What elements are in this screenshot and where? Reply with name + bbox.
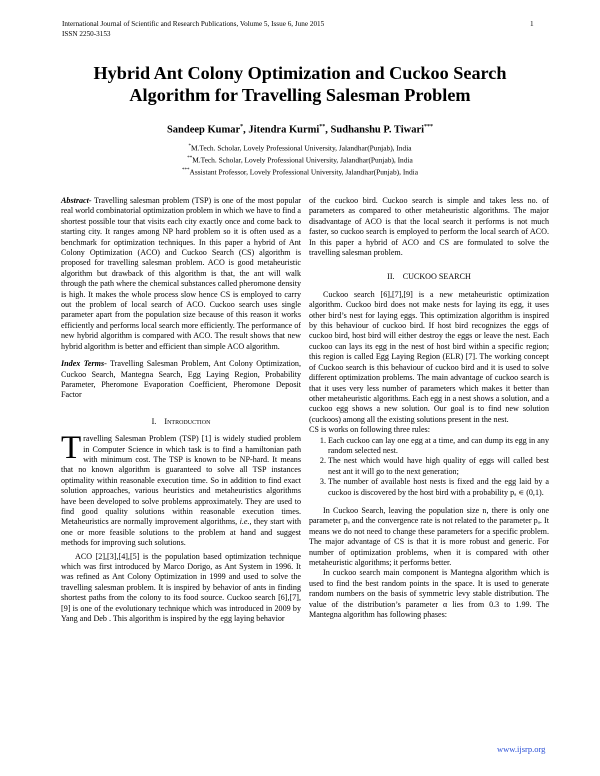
- affiliation: **M.Tech. Scholar, Lovely Professional University, Jalandhar(Punjab), India: [187, 155, 413, 165]
- page-number: 1: [530, 20, 534, 28]
- right-column: [309, 196, 549, 620]
- journal-website-link[interactable]: www.ijsrp.org: [497, 744, 546, 754]
- issn: ISSN 2250-3153: [62, 29, 111, 38]
- author-mark: *: [240, 124, 244, 130]
- intro-continuation: of the cuckoo bird. Cuckoo search is simple and takes less no. of parameters as compared to other metaheuristic algorithms. The major disadvantage of ACO is that the local search it performs is not much faster, so cuckoo search is employed to perform the local search of ACO. In this paper a hybrid of ACO and CS are formulated to solve the travelling salesman problem.: [309, 196, 549, 258]
- cuckoo-paragraph-3: In cuckoo search main component is Mantegna algorithm which is used to find the best random points in the space. It is used to generate random numbers on the basis of symmetric levy stable distribution. The value of the distribution’s parameter α lies from 0.3 to 1.99. The Mantegna algorithm has following phases:: [309, 568, 549, 620]
- affiliation: *M.Tech. Scholar, Lovely Professional University, Jalandhar(Punjab), India: [188, 143, 412, 153]
- journal-header: [62, 20, 324, 39]
- author-name: Sandeep Kumar: [166, 124, 241, 136]
- section-1-heading: I. Introduction: [151, 416, 211, 426]
- title-line-2: Algorithm for Travelling Salesman Problem: [129, 85, 471, 105]
- intro-paragraph-1: Travelling Salesman Problem (TSP) [1] is widely studied problem in Computer Science in which task is to find a hamiltonian path with minimum cost. The TSP is known to be NP-hard. It means that no known algorithm is guaranteed to solve all TSP instances optimality within reasonable execution time. So in addition to find exact solution approaches, various heuristics and metaheuristics algorithms have been developed to solve problems approximately. They are used to find good quality solutions within reasonable execution times. Metaheuristics are normally improvement algorithms, i.e., they start with one or more feasible solutions to the problem at hand and suggest methods for improving such solutions.: [61, 430, 301, 548]
- section-2-heading: II. CUCKOO SEARCH: [387, 272, 471, 282]
- cuckoo-paragraph-1: Cuckoo search [6],[7],[9] is a new metaheuristic optimization algorithm. Cuckoo bird does not make nests for laying its egg, it uses other bird’s nest for laying eggs. This optimization algorithm is inspired by this behaviour of cuckoo bird. If host bird recognizes the eggs of cuckoo bird, host bird will either destroy the eggs or leave the nest. Each cuckoo can lays its egg in the nest of host bird within a specific region; this region is called Egg Laying Region (ELR) [7]. The working concept of Cuckoo search is this behaviour of cuckoo bird and it is used to solve different optimization problems. The main advantage of cuckoo search is that it uses very less number of parameters which makes it better than other metaheuristic algorithms. Each egg in a nest shows a solution, and a cuckoo egg shows a new solution. Our goal is to find new solution (cuckoos) among all the existing solutions present in the nest.: [309, 289, 549, 424]
- paper-title: [40, 62, 560, 106]
- author-name: Sudhanshu P. Tiwari: [330, 124, 425, 136]
- abstract-label: Abstract-: [61, 196, 92, 205]
- index-terms-text: - Travelling Salesman Problem, Ant Colony Optimization, Cuckoo Search, Mantegna Search, Egg Laying Region, Probability Parameter, Pheromone Evaporation Coefficient, Pheromone Deposit Factor: [61, 359, 301, 400]
- index-terms-label: Index Terms: [61, 359, 105, 369]
- cuckoo-paragraph-2: In Cuckoo Search, leaving the population size n, there is only one parameter pₐ and the convergence rate is not related to the parameter pₐ. It means we do not need to change these parameters for a specific problem. The major advantage of CS is that it is more robust and generic. For number of optimization problems, when it is compared with other metaheuristic algorithms; it performs better.: [309, 505, 549, 567]
- author-mark: **: [319, 124, 326, 130]
- rules-intro: CS is works on following three rules:: [309, 425, 430, 435]
- index-terms: [61, 359, 301, 401]
- affiliation: ***Assistant Professor, Lovely Professional University, Jalandhar(Punjab), India: [182, 167, 418, 177]
- affiliations: [40, 142, 560, 178]
- journal-citation: International Journal of Scientific and Research Publications, Volume 5, Issue 6, June 2015: [62, 20, 325, 28]
- rules-list: [309, 436, 549, 498]
- title-line-1: Hybrid Ant Colony Optimization and Cuckoo Search: [93, 63, 507, 83]
- intro-paragraph-2: ACO [2],[3],[4],[5] is the population based optimization technique which was first introduced by Marco Dorigo, as Ant System in 1996. It was refined as Ant Colony Optimization in 1999 and used to solve the travelling salesman problem. It is inspired by behavior of ants in finding shortest paths from the colony to its food source. Cuckoo search [6],[7],[9] is one of the evolutionary technique which was introduced in 2009 by Yang and Deb . This algorithm is inspired by the egg laying behavior: [61, 551, 301, 624]
- list-item: 3. The number of available host nests is fixed and the egg laid by a cuckoo is discovered by the host bird with a probability pₐ ∊ (0,1).: [328, 477, 549, 498]
- abstract: [61, 196, 301, 352]
- list-item: 2. The nest which would have high quality of eggs will called best nest ant it will go to the next generation;: [328, 456, 549, 477]
- author-list: Sandeep Kumar*, Jitendra Kurmi**, Sudhanshu P. Tiwari***: [166, 124, 434, 136]
- left-column: [61, 196, 301, 624]
- abstract-text: Travelling salesman problem (TSP) is one of the most popular real world combinatorial optimization problem in which we have to find a shortest possible tour that visits each city exactly once and come back to starting city. It ranges among NP hard problem so it is often used as a benchmark for optimization techniques. In this paper a hybrid of Ant Colony Optimization (ACO) and Cuckoo Search (CS) algorithm is proposed for travelling salesman problem. ACO is good metaheuristic algorithm but drawback of this algorithm is that, the ant will walk through the path where the chemical substances called pheromone density is high. It makes the whole process slow hence CS is employed to carry out the problem of local search of ACO. Cuckoo search uses single parameter apart from the population size because of this reason it works efficiently and performs local search more efficiently. The performance of new hybrid algorithm is compared with ACO. The result shows that new hybrid algorithm is better and efficient than simple ACO algorithm.: [61, 196, 301, 351]
- drop-cap: T: [61, 430, 82, 467]
- author-name: Jitendra Kurmi: [248, 124, 320, 136]
- author-mark: ***: [424, 124, 434, 130]
- list-item: 1. Each cuckoo can lay one egg at a time, and can dump its egg in any random selected nest.: [328, 436, 549, 457]
